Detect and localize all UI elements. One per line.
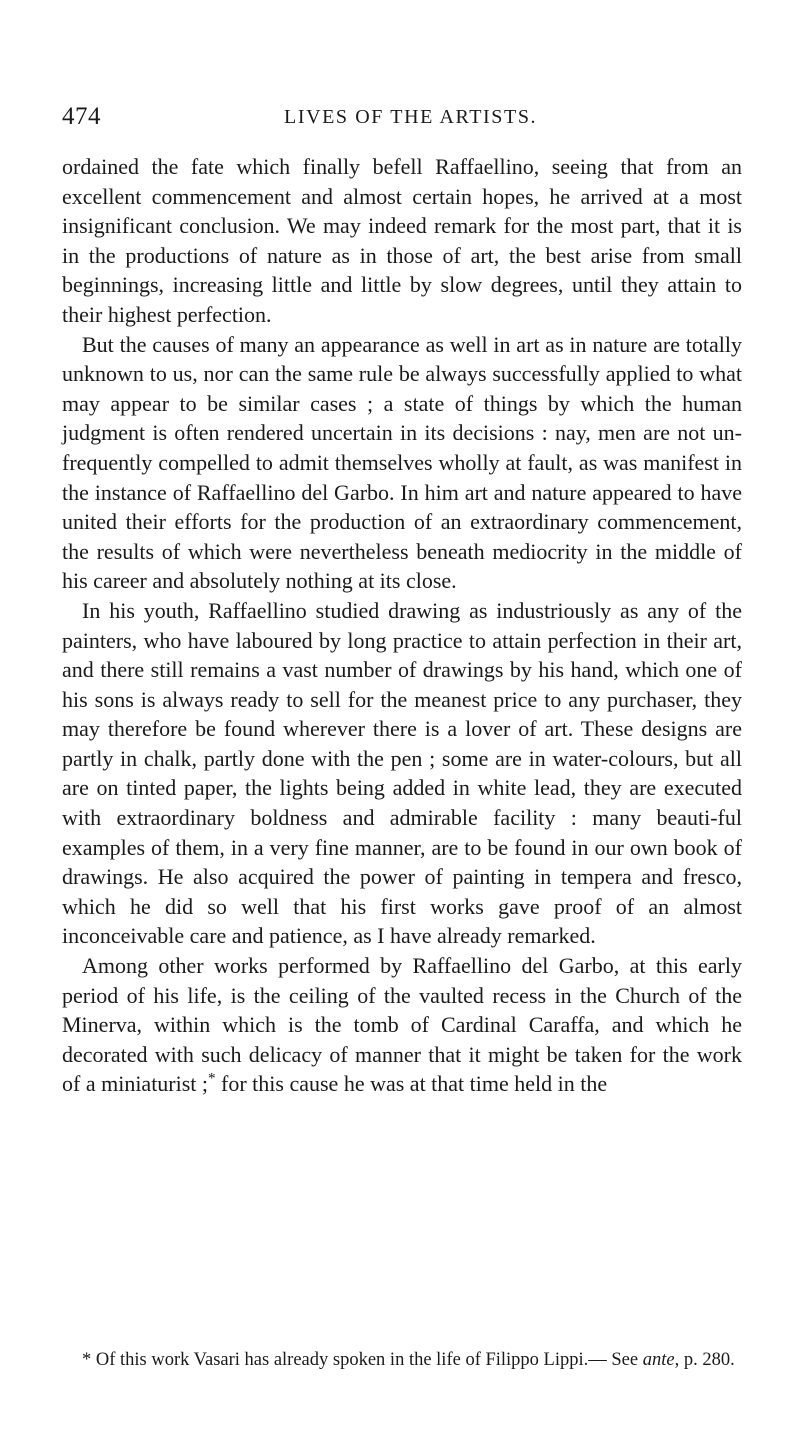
footnote-italic: ante: [642, 1350, 675, 1370]
paragraph-2: But the causes of many an appearance as well in art as in nature are totally unknown to us, nor can the same rule be always successfully applied to what may appear to be similar cases ; a state of things by which the human judgment is often rendered uncertain in its decisions : nay, men are not un-frequently compelled to admit themselves wholly at fault, as was manifest in the instance of Raffaellino del Garbo. In him art and nature appeared to have united their efforts for the production of an extraordinary commencement, the results of which were nevertheless beneath mediocrity in the middle of his career and absolutely nothing at its close.: [62, 331, 742, 594]
paragraph-4-tail: for this cause he was at that time held in the: [215, 1071, 608, 1097]
paragraph-1: ordained the fate which finally befell Raffaellino, seeing that from an excellent commencement and almost certain hopes, he arrived at a most insignificant conclusion. We may indeed remark for the most part, that it is in the productions of nature as in those of art, the best arise from small beginnings, increasing little and little by slow degrees, until they attain to their highest perfection.: [62, 154, 742, 327]
page-number: 474: [62, 103, 101, 130]
running-head-title: LIVES OF THE ARTISTS.: [284, 106, 538, 128]
footnote-text: [62, 1348, 742, 1373]
body-text: [62, 152, 742, 1099]
footnote-text-end: , p. 280.: [674, 1350, 735, 1370]
footnote-reference: *: [208, 1071, 216, 1088]
running-head: [62, 103, 742, 131]
paragraph-3: In his youth, Raffaellino studied drawing as industriously as any of the painters, who have laboured by long practice to attain perfection in their art, and there still remains a vast number of drawings by his hand, which one of his sons is always ready to sell for the meanest price to any purchaser, they may therefore be found wherever there is a lover of art. These designs are partly in chalk, partly done with the pen ; some are in water-colours, but all are on tinted paper, the lights being added in white lead, they are executed with extraordinary boldness and admirable facility : many beauti-ful examples of them, in a very fine manner, are to be found in our own book of drawings. He also acquired the power of painting in tempera and fresco, which he did so well that his first works gave proof of an almost inconceivable care and patience, as I have already remarked.: [62, 597, 742, 949]
paragraph-4: [62, 951, 742, 1099]
paragraph-4-text: Among other works performed by Raffaellino del Garbo, at this early period of his life, is the ceiling of the vaulted recess in the Church of the Minerva, within which is the tomb of Cardinal Caraffa, and which he decorated with such delicacy of manner that it might be taken for the work of a miniaturist ;: [62, 953, 742, 1097]
footnote-text-start: Of this work Vasari has already spoken in the life of Filippo Lippi.— See: [91, 1350, 643, 1370]
footnote: [62, 1348, 742, 1373]
footnote-marker: *: [82, 1350, 92, 1370]
